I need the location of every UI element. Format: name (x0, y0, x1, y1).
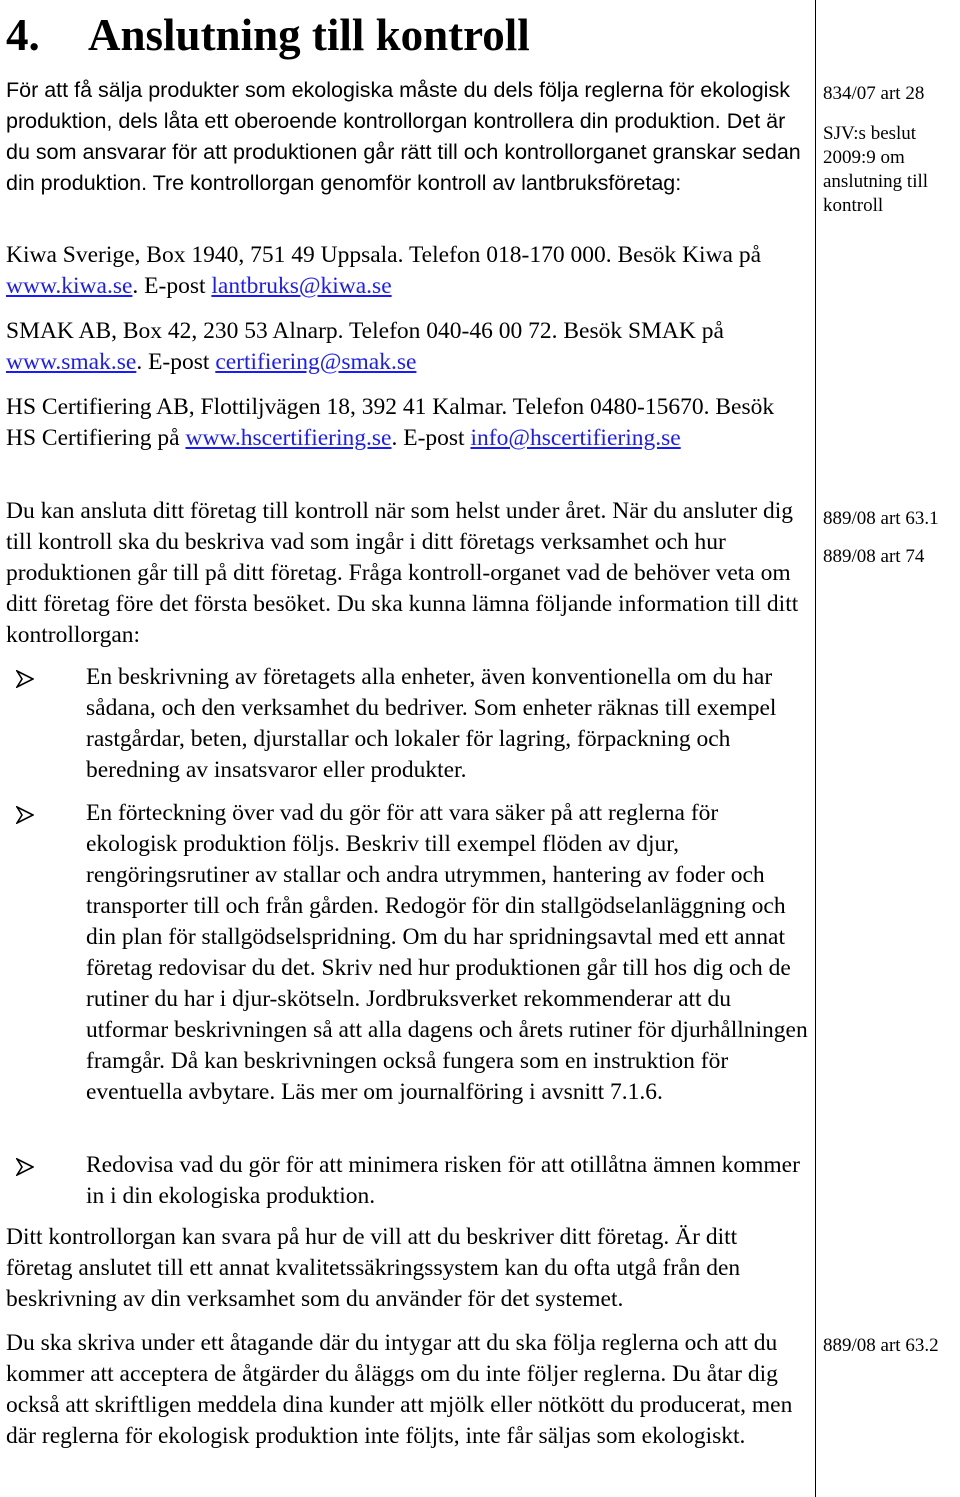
hs-email-link[interactable]: info@hscertifiering.se (470, 425, 681, 451)
connect-paragraph: Du kan ansluta ditt företag till kontroll när som helst under året. När du ansluter dig till kontroll ska du beskriva vad som ingår i ditt företags verksamhet och hur produktionen går till på ditt företag. Fråga kontroll-organet vad de behöver veta om ditt företag före det första besöket. Du ska kunna lämna följande information till ditt kontrollorgan: (6, 498, 799, 648)
commitment-paragraph: Du ska skriva under ett åtagande där du intygar att du ska följa reglerna och att du kommer att acceptera de åtgärder du åläggs om du inte följer reglerna. Du åtar dig också att skriftligen meddela dina kunder att mjölk eller nötkött du producerat, men där reglerna för ekologisk produktion inte följts, inte får säljas som ekologiskt. (6, 1330, 793, 1449)
kiwa-web-link[interactable]: www.kiwa.se (6, 273, 133, 299)
kiwa-email-link[interactable]: lantbruks@kiwa.se (211, 273, 392, 299)
margin-ref-sjv (823, 122, 953, 218)
bullet-text: Redovisa vad du gör för att minimera risken för att otillåtna ämnen kommer in i din ekologiska produktion. (86, 1152, 800, 1209)
margin-ref-mid (823, 507, 960, 531)
margin-ref: 834/07 art 28 (823, 83, 925, 104)
margin-ref: 889/08 art 63.2 (823, 1335, 939, 1356)
bullet-text: En förteckning över vad du gör för att vara säker på att reglerna för ekologisk produktion följs. Beskriv till exempel flöden av djur, rengöringsrutiner av stallar och andra utrymmen, hantering av foder och transporter till och från gården. Redogör för din stallgödselanläggning och din plan för stallgödselspridning. Om du har spridningsavtal med ett annat företag redovisar du det. Skriv ned hur produktionen går till hos dig och de rutiner du har i djur-skötseln. Jordbruksverket rekommenderar att du utformar beskrivningen så att alla dagens och årets rutiner för djurhållningen framgår. Då kan beskrivningen också fungera som en instruktion för eventuella avbytare. Läs mer om journalföring i avsnitt 7.1.6. (86, 800, 808, 1105)
bullet-text: En beskrivning av företagets alla enheter, även konventionella om du har sådana, och den verksamhet du bedriver. Som enheter räknas till exempel rastgårdar, beten, djurstallar och lokaler för lagring, förpackning och beredning av insatsvaror eller produkter. (86, 664, 777, 783)
bullet-item (6, 662, 806, 786)
bullet-item (6, 798, 806, 1108)
intro-paragraph: För att få sälja produkter som ekologiska måste du dels följa reglerna för ekologisk produktion, dels låta ett oberoende kontrollorgan kontrollera din produktion. Det är du som ansvarar för att produktionen går rätt till och kontrollorganet granskar sedan din produktion. Tre kontrollorgan genomför kontroll av lantbruksföretag: (6, 78, 801, 195)
email-prefix: . E-post (136, 349, 216, 375)
email-prefix: . E-post (391, 425, 471, 451)
arrowhead-bullet-icon (16, 806, 34, 824)
margin-ref: 889/08 art 63.1 (823, 508, 939, 529)
column-divider (815, 0, 816, 1497)
margin-ref-top (823, 82, 960, 106)
arrowhead-bullet-icon (16, 1158, 34, 1176)
section-title: Anslutning till kontroll (88, 10, 530, 60)
margin-ref-bottom (823, 1334, 960, 1358)
control-body-smak (6, 316, 806, 378)
hs-web-link[interactable]: www.hscertifiering.se (185, 425, 392, 451)
system-paragraph: Ditt kontrollorgan kan svara på hur de vill att du beskriver ditt företag. Är ditt företag anslutet till ett annat kvalitetssäkringssystem kan du ofta utgå från den beskrivning av din verksamhet som du använder för det systemet. (6, 1224, 741, 1312)
arrowhead-bullet-icon (16, 670, 34, 688)
bullet-item (6, 1150, 806, 1212)
section-number: 4. (6, 10, 40, 60)
margin-ref: 889/08 art 74 (823, 546, 925, 567)
margin-ref: SJV:s beslut 2009:9 om anslutning till kontroll (823, 123, 929, 216)
smak-web-link[interactable]: www.smak.se (6, 349, 137, 375)
control-body-text: HS Certifiering AB, Flottiljvägen 18, 392 41 Kalmar. Telefon 0480-15670. Besök HS Certifiering på (6, 394, 775, 451)
section-heading (6, 6, 530, 64)
control-body-hs (6, 392, 806, 454)
control-body-text: SMAK AB, Box 42, 230 53 Alnarp. Telefon 040-46 00 72. Besök SMAK på (6, 318, 724, 344)
control-body-text: Kiwa Sverige, Box 1940, 751 49 Uppsala. Telefon 018-170 000. Besök Kiwa på (6, 242, 762, 268)
control-body-kiwa (6, 240, 806, 302)
email-prefix: . E-post (132, 273, 212, 299)
margin-ref-mid-2 (823, 545, 960, 569)
smak-email-link[interactable]: certifiering@smak.se (215, 349, 417, 375)
